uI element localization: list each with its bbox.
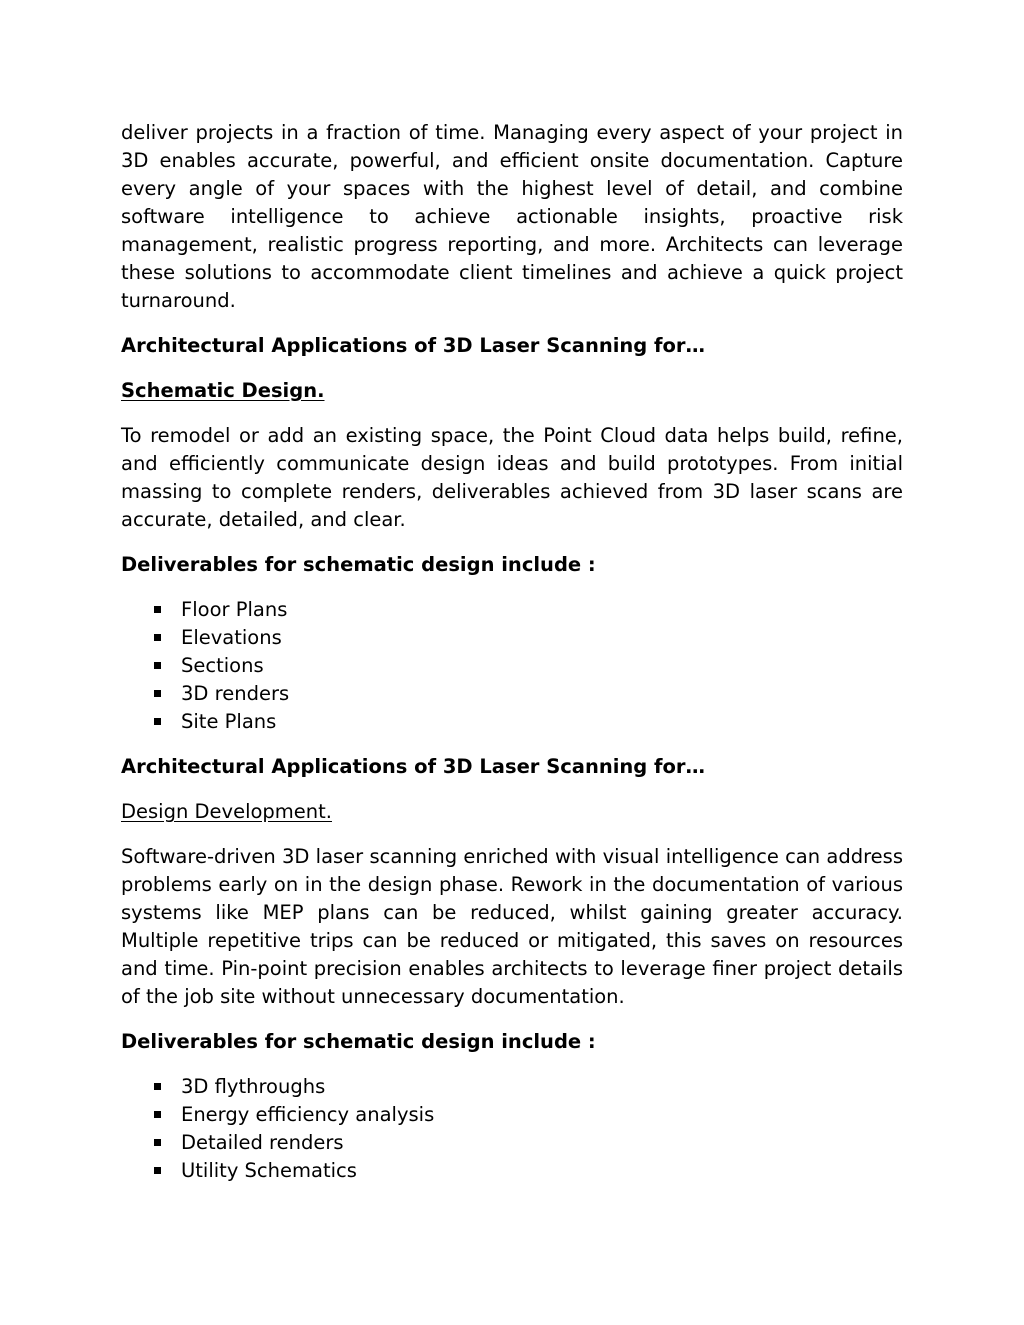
square-bullet-icon — [154, 1139, 161, 1146]
square-bullet-icon — [154, 718, 161, 725]
section2-deliverables-heading: Deliverables for schematic design include : — [121, 1030, 596, 1053]
square-bullet-icon — [154, 1167, 161, 1174]
section2-deliverables-list — [121, 1073, 903, 1185]
square-bullet-icon — [154, 1111, 161, 1118]
square-bullet-icon — [154, 606, 161, 613]
list-item: 3D flythroughs — [121, 1073, 903, 1101]
section1-paragraph: To remodel or add an existing space, the Point Cloud data helps build, refine, and efficiently communicate design ideas and build prototypes. From initial massing to complete renders, deliverables achieved from 3D laser scans are accurate, detailed, and clear. — [121, 424, 903, 531]
section1-heading: Architectural Applications of 3D Laser Scanning for… — [121, 334, 706, 357]
square-bullet-icon — [154, 690, 161, 697]
section1-deliverables-list — [121, 596, 903, 736]
list-item: Sections — [121, 652, 903, 680]
section1-deliverables-heading: Deliverables for schematic design include : — [121, 553, 596, 576]
square-bullet-icon — [154, 634, 161, 641]
list-item: Floor Plans — [121, 596, 903, 624]
section2-heading: Architectural Applications of 3D Laser Scanning for… — [121, 755, 706, 778]
list-item: Elevations — [121, 624, 903, 652]
document-page — [121, 119, 903, 1202]
list-item: Utility Schematics — [121, 1157, 903, 1185]
intro-paragraph: deliver projects in a fraction of time. Managing every aspect of your project in 3D enables accurate, powerful, and efficient onsite documentation. Capture every angle of your spaces with the highest level of detail, and combine software intelligence to achieve actionable insights, proactive risk management, realistic progress reporting, and more. Architects can leverage these solutions to accommodate client timelines and achieve a quick project turnaround. — [121, 121, 903, 312]
list-item: 3D renders — [121, 680, 903, 708]
list-item: Energy efficiency analysis — [121, 1101, 903, 1129]
square-bullet-icon — [154, 662, 161, 669]
list-item: Site Plans — [121, 708, 903, 736]
section2-paragraph: Software-driven 3D laser scanning enriched with visual intelligence can address problems early on in the design phase. Rework in the documentation of various systems like MEP plans can be reduced, whilst gaining greater accuracy. Multiple repetitive trips can be reduced or mitigated, this saves on resources and time. Pin-point precision enables architects to leverage finer project details of the job site without unnecessary documentation. — [121, 845, 903, 1008]
section2-subheading: Design Development. — [121, 800, 332, 823]
list-item: Detailed renders — [121, 1129, 903, 1157]
section1-subheading: Schematic Design. — [121, 379, 325, 402]
square-bullet-icon — [154, 1083, 161, 1090]
